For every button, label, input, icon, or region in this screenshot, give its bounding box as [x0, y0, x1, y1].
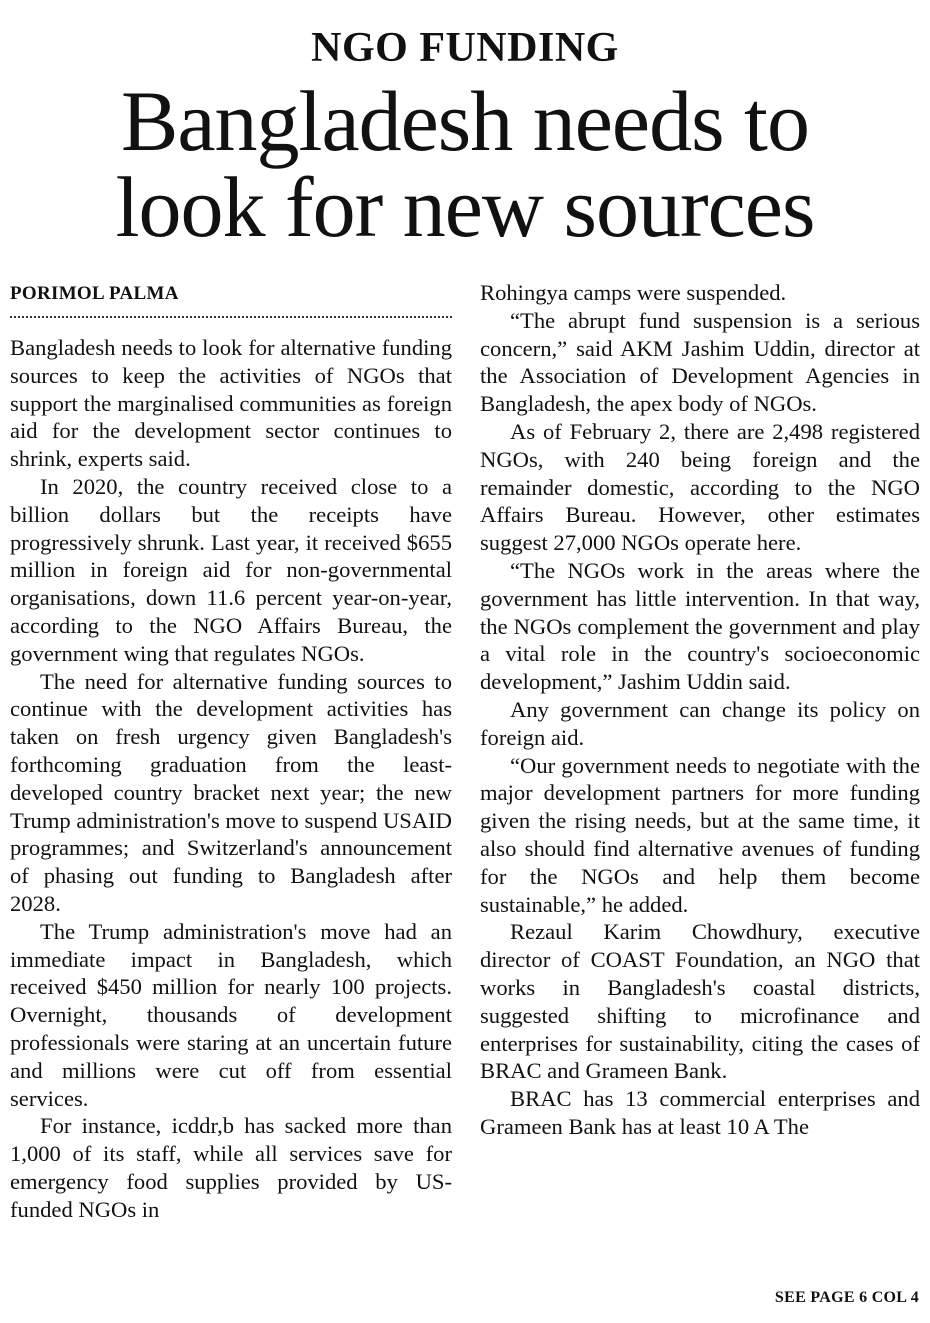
article-column-right — [480, 279, 920, 1141]
paragraph: “The abrupt fund suspension is a serious concern,” said AKM Jashim Uddin, director at the Association of Development Agencies in Bangladesh, the apex body of NGOs. — [480, 307, 920, 417]
paragraph: Bangladesh needs to look for alternative funding sources to keep the activities of NGOs that support the marginalised communities as foreign aid for the development sector continues to shrink, experts said. — [10, 335, 452, 472]
paragraph-continued: Rohingya camps were suspended. — [480, 280, 787, 305]
paragraph: “The NGOs work in the areas where the government has little intervention. In that way, the NGOs complement the government and play a vital role in the country's socioeconomic development,” Jashim Uddin said. — [480, 557, 920, 695]
paragraph: BRAC has 13 commercial enterprises and Grameen Bank has at least 10 A The — [480, 1086, 920, 1139]
paragraph: Rezaul Karim Chowdhury, executive director of COAST Foundation, an NGO that works in Bangladesh's coastal districts, suggested shifting to microfinance and enterprises for sustainability, citing the cases of BRAC and Grameen Bank. — [480, 919, 920, 1084]
paragraph: In 2020, the country received close to a billion dollars but the receipts have progressively shrunk. Last year, it received $655 million in foreign aid for non-governmental organisations, down 11.6 percent year-on-year, according to the NGO Affairs Bureau, the government wing that regulates NGOs. — [10, 473, 452, 666]
paragraph: Any government can change its policy on foreign aid. — [480, 696, 920, 750]
paragraph: As of February 2, there are 2,498 registered NGOs, with 240 being foreign and the remainder domestic, according to the NGO Affairs Bureau. However, other estimates suggest 27,000 NGOs operate here. — [480, 418, 920, 556]
paragraph: “Our government needs to negotiate with the major development partners for more funding given the rising needs, but at the same time, it also should find alternative avenues of funding for the NGOs and help them become sustainable,” he added. — [480, 752, 920, 917]
byline-divider — [10, 316, 452, 318]
article-column-left — [10, 334, 452, 1224]
headline-line-1: Bangladesh needs to — [121, 73, 809, 169]
kicker: NGO FUNDING — [311, 25, 619, 71]
headline-line-2: look for new sources — [115, 159, 815, 255]
paragraph: The need for alternative funding sources to continue with the development activities has taken on fresh urgency given Bangladesh's forthcoming graduation from the least-developed country bracket next year; the new Trump administration's move to suspend USAID programmes; and Switzerland's announcement of phasing out funding to Bangladesh after 2028. — [10, 668, 452, 916]
byline: PORIMOL PALMA — [10, 283, 179, 304]
paragraph: For instance, icddr,b has sacked more than 1,000 of its staff, while all services save for emergency food supplies provided by US-funded NGOs in — [10, 1113, 452, 1222]
headline — [0, 73, 930, 255]
paragraph: The Trump administration's move had an immediate impact in Bangladesh, which received $450 million for nearly 100 projects. Overnight, thousands of development professionals were staring at an uncertain future and millions were cut off from essential services. — [10, 918, 452, 1111]
jump-line: SEE PAGE 6 COL 4 — [774, 1289, 919, 1306]
